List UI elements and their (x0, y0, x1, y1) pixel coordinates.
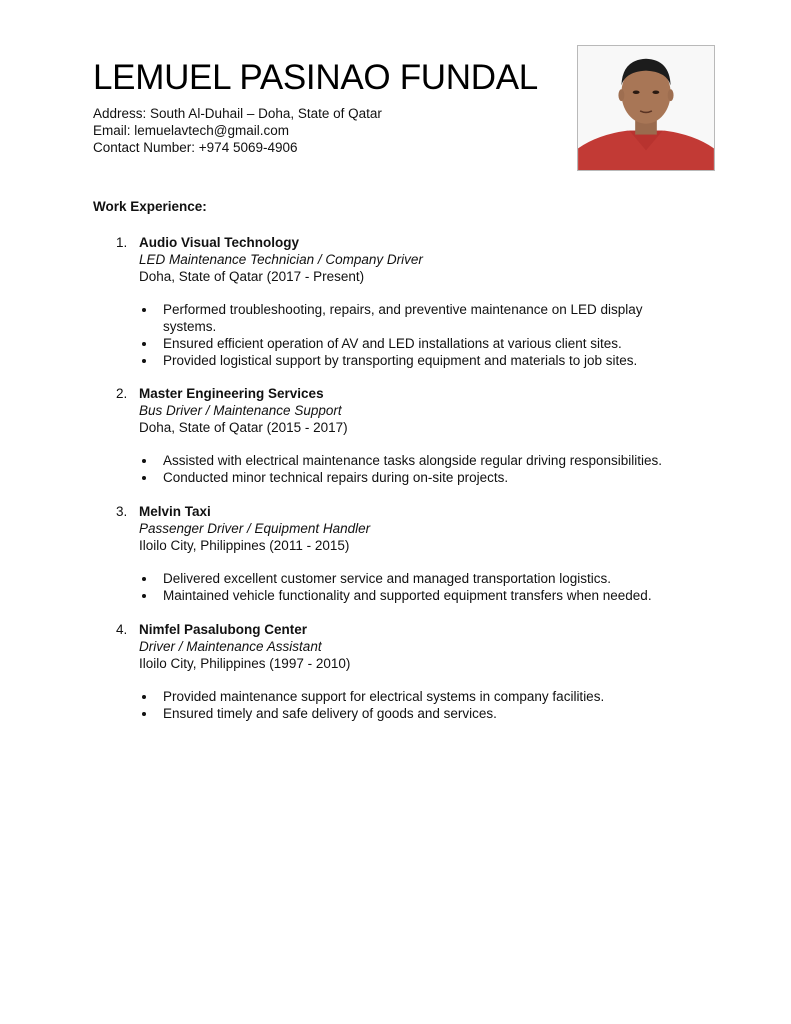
job-number: 2. (116, 386, 128, 401)
job-company: Melvin Taxi (139, 504, 211, 519)
bullet-item: Ensured efficient operation of AV and LED installations at various client sites. (139, 335, 699, 352)
bullet-item: Provided logistical support by transporting equipment and materials to job sites. (139, 352, 699, 369)
applicant-name: LEMUEL PASINAO FUNDAL (93, 58, 538, 97)
email-line: Email: lemuelavtech@gmail.com (93, 123, 290, 138)
job-location: Iloilo City, Philippines (1997 - 2010) (139, 656, 351, 671)
job-role: LED Maintenance Technician / Company Driver (139, 252, 423, 267)
job-role: Driver / Maintenance Assistant (139, 639, 322, 654)
job-entry-4 (116, 621, 699, 722)
job-company: Audio Visual Technology (139, 235, 300, 250)
job-role: Passenger Driver / Equipment Handler (139, 521, 371, 536)
job-bullets (116, 688, 699, 722)
job-role: Bus Driver / Maintenance Support (139, 403, 342, 418)
bullet-item: Delivered excellent customer service and managed transportation logistics. (139, 570, 699, 587)
job-entry-1 (116, 234, 699, 369)
bullet-item: Maintained vehicle functionality and supported equipment transfers when needed. (139, 587, 699, 604)
job-company: Master Engineering Services (139, 386, 324, 401)
job-location: Doha, State of Qatar (2017 - Present) (139, 269, 365, 284)
job-number: 4. (116, 622, 128, 637)
job-location: Doha, State of Qatar (2015 - 2017) (139, 420, 348, 435)
job-bullets (116, 570, 699, 604)
job-entry-3 (116, 503, 699, 604)
bullet-item: Provided maintenance support for electrical systems in company facilities. (139, 688, 699, 705)
address-line: Address: South Al-Duhail – Doha, State of Qatar (93, 106, 382, 121)
bullet-item: Assisted with electrical maintenance tasks alongside regular driving responsibilities. (139, 452, 699, 469)
bullet-item: Performed troubleshooting, repairs, and preventive maintenance on LED display systems. (139, 301, 699, 335)
job-number: 3. (116, 504, 128, 519)
contact-block (93, 105, 382, 156)
job-location: Iloilo City, Philippines (2011 - 2015) (139, 538, 350, 553)
job-bullets (116, 301, 699, 369)
phone-line: Contact Number: +974 5069-4906 (93, 140, 298, 155)
work-experience-heading: Work Experience: (93, 199, 207, 214)
job-bullets (116, 452, 699, 486)
job-number: 1. (116, 235, 128, 250)
job-company: Nimfel Pasalubong Center (139, 622, 308, 637)
job-entry-2 (116, 385, 699, 486)
bullet-item: Conducted minor technical repairs during on-site projects. (139, 469, 699, 486)
bullet-item: Ensured timely and safe delivery of goods and services. (139, 705, 699, 722)
profile-photo (577, 45, 715, 171)
